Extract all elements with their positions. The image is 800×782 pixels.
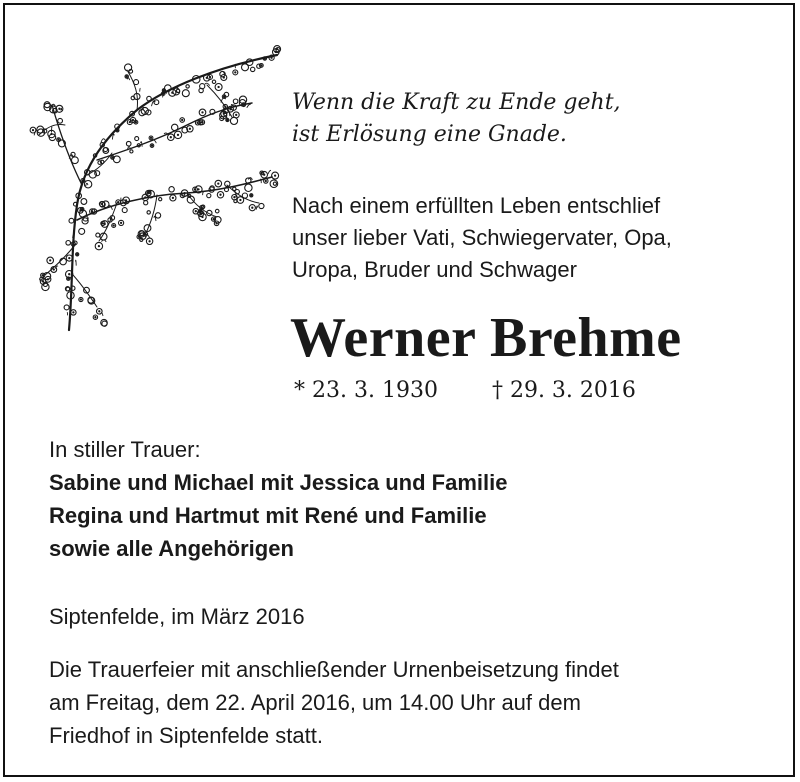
- quote-line: ist Erlösung eine Gnade.: [292, 122, 567, 147]
- blossom: [95, 171, 100, 176]
- blossom: [245, 184, 252, 191]
- blossom: [242, 64, 249, 71]
- blossom: [257, 64, 261, 68]
- blossom-center: [170, 137, 171, 138]
- blossom: [134, 80, 139, 85]
- leaf: [127, 78, 130, 80]
- blossom: [96, 233, 100, 237]
- blossom: [212, 80, 215, 83]
- blossom-center: [77, 254, 78, 255]
- blossom-center: [271, 57, 272, 58]
- place-date: Siptenfelde, im März 2016: [49, 604, 305, 629]
- blossom-center: [264, 58, 265, 59]
- blossom-center: [275, 175, 276, 176]
- blossom-center: [132, 119, 133, 120]
- leaf: [261, 179, 262, 183]
- blossom-center: [240, 199, 241, 200]
- blossom-center: [118, 202, 119, 203]
- blossom-center: [113, 225, 114, 226]
- blossom-center: [275, 51, 276, 52]
- blossom: [60, 258, 67, 265]
- intro-line: Nach einem erfüllten Leben entschlief: [292, 193, 661, 218]
- blossom-center: [220, 194, 221, 195]
- blossom: [130, 150, 133, 153]
- blossom-center: [172, 92, 173, 93]
- blossom-center: [172, 197, 173, 198]
- blossom-center: [151, 145, 152, 146]
- blossom-center: [149, 241, 150, 242]
- blossom-center: [218, 86, 219, 87]
- blossom-center: [252, 207, 253, 208]
- blossom-center: [126, 76, 127, 77]
- blossom-center: [236, 114, 237, 115]
- blossom-center: [73, 312, 74, 313]
- blossom: [215, 209, 219, 213]
- blossom-center: [182, 195, 183, 196]
- blossom-center: [148, 193, 149, 194]
- blossom-center: [92, 211, 93, 212]
- blossom-center: [80, 299, 81, 300]
- blossom: [131, 96, 135, 100]
- leaf: [100, 313, 103, 316]
- death-date: † 29. 3. 2016: [491, 378, 636, 403]
- mourners-block: [49, 433, 507, 565]
- blossom-center: [213, 219, 214, 220]
- blossom: [207, 194, 211, 198]
- leaf: [61, 108, 62, 110]
- blossom-center: [223, 113, 224, 114]
- leaf: [140, 88, 141, 91]
- blossom-center: [163, 90, 164, 91]
- blossom-center: [198, 189, 199, 190]
- blossom: [182, 90, 189, 97]
- leaf: [86, 183, 88, 186]
- blossom: [58, 118, 63, 123]
- funeral-line: am Freitag, dem 22. April 2016, um 14.00 Uhr auf dem: [49, 690, 581, 715]
- blossom-center: [121, 222, 122, 223]
- intro-text: [292, 190, 672, 286]
- blossom-center: [265, 180, 266, 181]
- blossom: [147, 211, 150, 214]
- leaf: [256, 206, 257, 210]
- blossom: [159, 198, 162, 201]
- blossom-center: [102, 223, 103, 224]
- blossom-center: [200, 122, 201, 123]
- blossom: [64, 305, 69, 310]
- blossom: [72, 157, 79, 164]
- blossom-center: [98, 246, 99, 247]
- blossom-center: [82, 209, 83, 210]
- blossom-center: [82, 180, 83, 181]
- blossom: [126, 141, 131, 146]
- blossom-center: [202, 112, 203, 113]
- blossom-center: [32, 130, 33, 131]
- intro-line: Uropa, Bruder und Schwager: [292, 257, 577, 282]
- leaf: [76, 260, 77, 265]
- blossom-center: [138, 236, 139, 237]
- blossom: [233, 99, 238, 104]
- funeral-line: Die Trauerfeier mit anschließender Urnenbeisetzung findet: [49, 657, 619, 682]
- blossom: [122, 208, 127, 213]
- blossom-center: [177, 134, 178, 135]
- blossom-center: [99, 311, 100, 312]
- blossom-center: [209, 76, 210, 77]
- blossom: [135, 137, 139, 141]
- blossom-center: [69, 258, 70, 259]
- blossom-center: [145, 197, 146, 198]
- blossom-center: [58, 139, 59, 140]
- quote: [292, 87, 621, 151]
- blossom: [154, 100, 159, 105]
- blossom: [172, 124, 178, 130]
- blossom-center: [218, 183, 219, 184]
- blossom: [273, 182, 276, 185]
- blossom: [101, 160, 104, 163]
- leaf: [221, 98, 226, 103]
- intro-line: unser lieber Vati, Schwiegervater, Opa,: [292, 225, 672, 250]
- blossom-center: [69, 274, 70, 275]
- blossom-center: [234, 197, 235, 198]
- leaf: [268, 170, 271, 174]
- blossom-center: [235, 72, 236, 73]
- leaf: [247, 104, 251, 108]
- blossom-center: [195, 211, 196, 212]
- blossom: [155, 213, 160, 218]
- blossom-center: [112, 157, 113, 158]
- blossom-center: [95, 317, 96, 318]
- blossom: [144, 201, 148, 205]
- mourner-line: Sabine und Michael mit Jessica und Familie: [49, 470, 508, 495]
- blossom-center: [182, 119, 183, 120]
- blossom-center: [194, 189, 195, 190]
- mourning-heading: In stiller Trauer:: [49, 437, 201, 462]
- leaf: [203, 192, 204, 195]
- blossom-center: [200, 211, 201, 212]
- deceased-name: Werner Brehme: [290, 307, 682, 369]
- leaf: [235, 64, 236, 68]
- blossom-center: [264, 174, 265, 175]
- blossom: [186, 85, 189, 88]
- blossom: [169, 187, 174, 192]
- blossom: [125, 64, 132, 71]
- funeral-notice: [49, 653, 619, 752]
- blossom-center: [189, 128, 190, 129]
- blossom-center: [59, 108, 60, 109]
- blossom-center: [117, 130, 118, 131]
- blossom: [251, 67, 255, 71]
- blossom: [259, 203, 264, 208]
- life-dates: [294, 375, 636, 407]
- blossom-center: [227, 119, 228, 120]
- birth-date: * 23. 3. 1930: [294, 378, 438, 403]
- blossom-center: [251, 195, 252, 196]
- obituary-frame: [3, 3, 795, 777]
- blossom: [66, 241, 71, 246]
- blossom: [84, 181, 91, 188]
- funeral-line: Friedhof in Siptenfelde statt.: [49, 723, 323, 748]
- blossom-center: [230, 109, 231, 110]
- blossom-center: [135, 122, 136, 123]
- branch-stem: [52, 105, 82, 185]
- quote-line: Wenn die Kraft zu Ende geht,: [292, 90, 621, 115]
- blossom: [176, 89, 179, 92]
- blossom-center: [53, 269, 54, 270]
- leaf: [34, 131, 36, 136]
- flowering-branch-icon: [27, 45, 292, 335]
- blossom-center: [129, 122, 130, 123]
- blossom: [69, 218, 74, 223]
- blossom-center: [47, 279, 48, 280]
- blossom: [79, 228, 85, 234]
- blossom-center: [150, 137, 151, 138]
- blossom: [81, 199, 87, 205]
- blossom-center: [50, 260, 51, 261]
- mourner-line: Regina und Hartmut mit René und Familie: [49, 503, 487, 528]
- blossom: [201, 205, 205, 209]
- blossom-center: [225, 106, 226, 107]
- mourner-line: sowie alle Angehörigen: [49, 536, 294, 561]
- blossom: [147, 96, 152, 101]
